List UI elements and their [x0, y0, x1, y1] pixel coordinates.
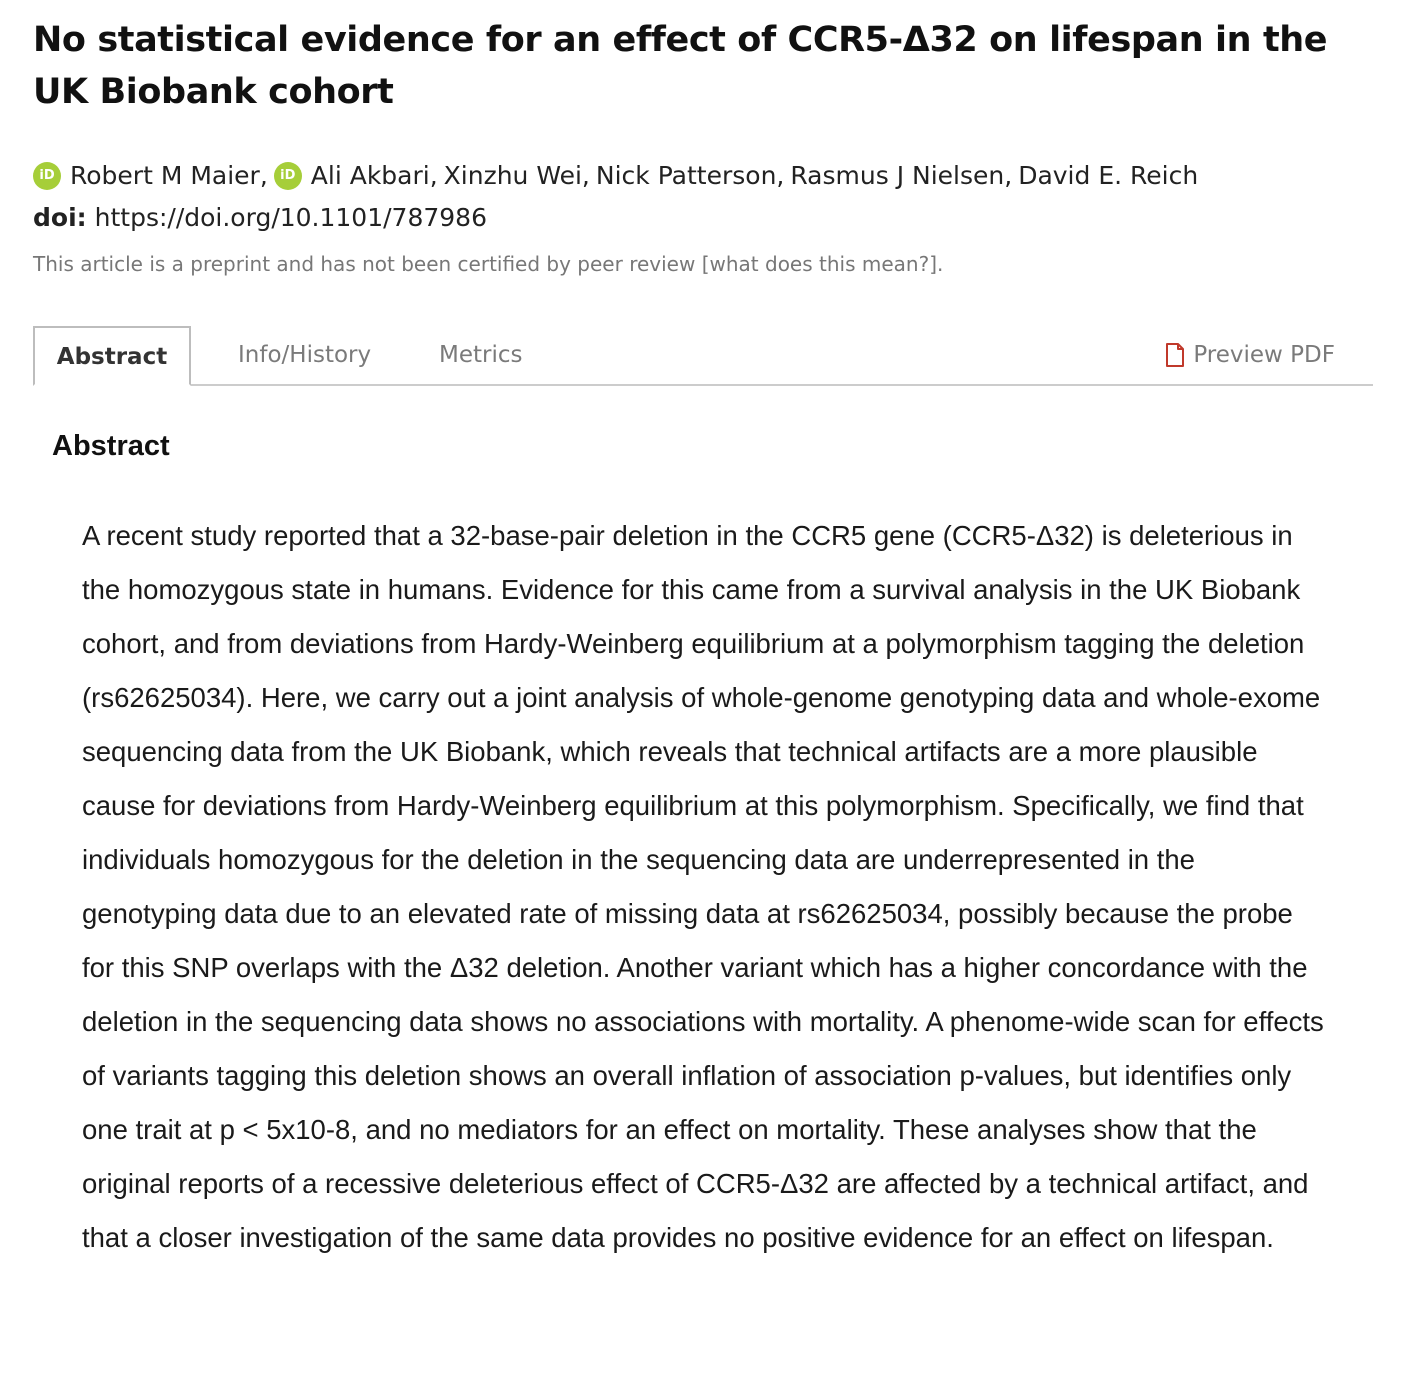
doi-link[interactable]: https://doi.org/10.1101/787986	[94, 203, 487, 232]
preprint-notice-text: This article is a preprint and has not been certified by peer review	[33, 252, 702, 276]
abstract-heading: Abstract	[52, 430, 170, 462]
author-name[interactable]: Rasmus J Nielsen,	[790, 161, 1013, 190]
author-name[interactable]: Robert M Maier,	[70, 161, 268, 190]
preprint-notice-end: .	[937, 252, 944, 276]
tab-metrics[interactable]: Metrics	[439, 342, 523, 368]
pdf-file-icon	[1165, 343, 1185, 367]
preprint-notice	[33, 250, 1373, 278]
article-title: No statistical evidence for an effect of CCR5-Δ32 on lifespan in the UK Biobank cohort	[33, 20, 1328, 112]
preview-pdf-label: Preview PDF	[1193, 342, 1335, 368]
orcid-icon[interactable]: iD	[33, 162, 61, 190]
author-name[interactable]: Xinzhu Wei,	[443, 161, 590, 190]
author-name[interactable]: Nick Patterson,	[595, 161, 785, 190]
author-list	[33, 158, 1373, 194]
preview-pdf-button[interactable]	[1165, 326, 1335, 384]
article-tabs	[33, 326, 1373, 386]
what-does-this-mean-link[interactable]: [what does this mean?]	[701, 252, 937, 276]
orcid-icon[interactable]: iD	[274, 162, 302, 190]
doi-line	[33, 200, 1373, 236]
author-name[interactable]: Ali Akbari,	[310, 161, 438, 190]
article-page	[33, 14, 1373, 1253]
tab-abstract[interactable]: Abstract	[33, 326, 191, 386]
author-name[interactable]: David E. Reich	[1018, 161, 1199, 190]
doi-label: doi:	[33, 203, 87, 232]
tab-info-history[interactable]: Info/History	[238, 342, 372, 368]
abstract-body: A recent study reported that a 32-base-pair deletion in the CCR5 gene (CCR5-Δ32) is deleterious in the homozygous state in humans. Evidence for this came from a survival analysis in the UK Biobank cohort, and from deviations from Hardy-Weinberg equilibrium at a polymorphism tagging the deletion (rs62625034). Here, we carry out a joint analysis of whole-genome genotyping data and whole-exome sequencing data from the UK Biobank, which reveals that technical artifacts are a more plausible cause for deviations from Hardy-Weinberg equilibrium at this polymorphism. Specifically, we find that individuals homozygous for the deletion in the sequencing data are underrepresented in the genotyping data due to an elevated rate of missing data at rs62625034, possibly because the probe for this SNP overlaps with the Δ32 deletion. Another variant which has a higher concordance with the deletion in the sequencing data shows no associations with mortality. A phenome-wide scan for effects of variants tagging this deletion shows an overall inflation of association p-values, but identifies only one trait at p < 5x10-8, and no mediators for an effect on mortality. These analyses show that the original reports of a recessive deleterious effect of CCR5-Δ32 are affected by a technical artifact, and that a closer investigation of the same data provides no positive evidence for an effect on lifespan.	[82, 520, 1324, 1253]
